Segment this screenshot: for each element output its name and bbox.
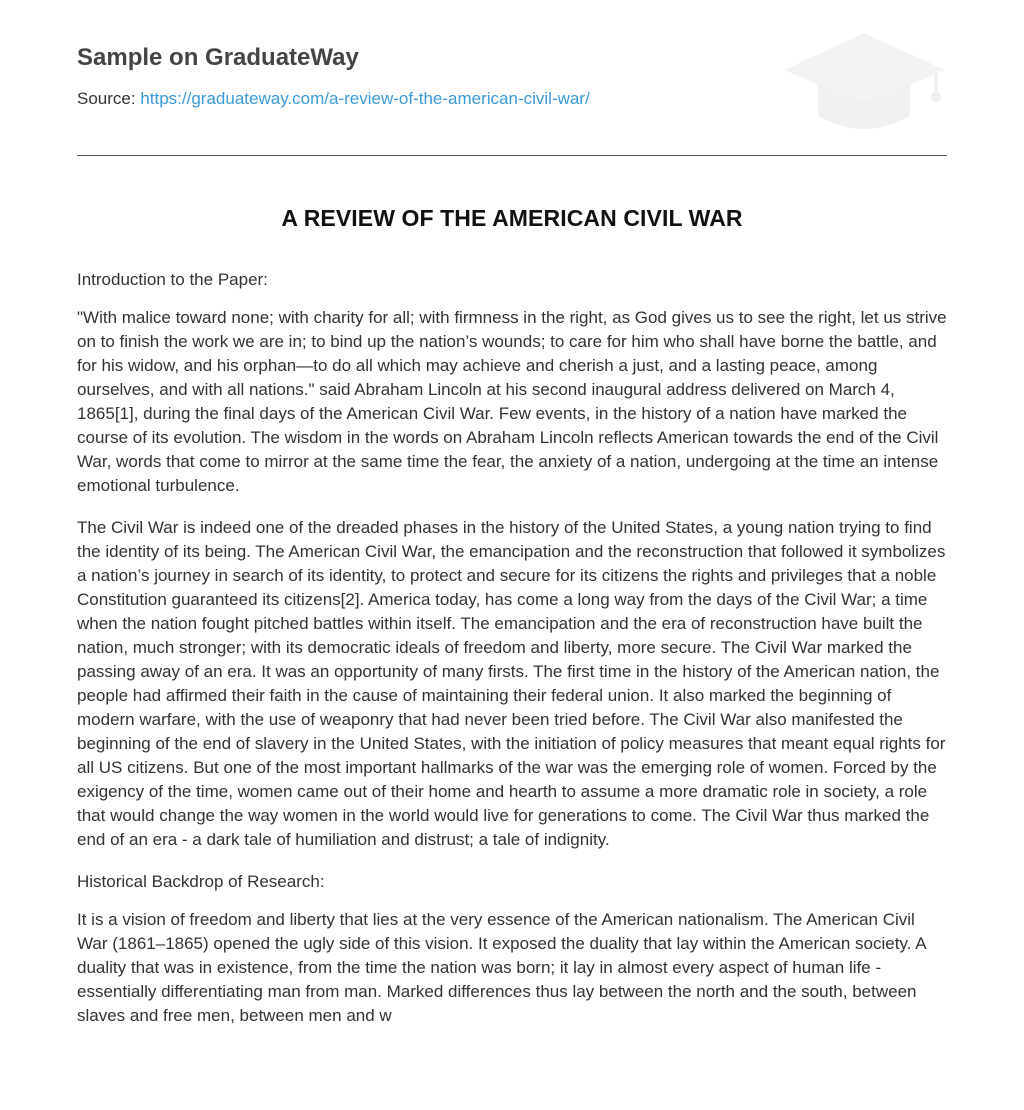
paragraph: "With malice toward none; with charity for all; with firmness in the right, as God gives us to see the right, let us strive on to finish the work we are in; to bind up the nation’s wounds; to care for him who shall have borne the battle, and for his widow, and his orphan—to do all which may achieve and cherish a just, and a lasting peace, among ourselves, and with all nations." said Abraham Lincoln at his second inaugural address delivered on March 4, 1865[1], during the final days of the American Civil War. Few events, in the history of a nation have marked the course of its evolution. The wisdom in the words on Abraham Lincoln reflects American towards the end of the Civil War, words that come to mirror at the same time the fear, the anxiety of a nation, undergoing at the time an intense emotional turbulence.	[77, 308, 947, 495]
source-label: Source:	[77, 89, 136, 108]
paragraph: It is a vision of freedom and liberty that lies at the very essence of the American nationalism. The American Civil War (1861–1865) opened the ugly side of this vision. It exposed the duality that lay within the American society. A duality that was in existence, from the time the nation was born; it lay in almost every aspect of human life - essentially differentiating man from man. Marked differences thus lay between the north and the south, between slaves and free men, between men and w	[77, 910, 926, 1025]
document-body	[77, 268, 947, 1046]
section-heading-introduction: Introduction to the Paper:	[77, 270, 268, 289]
header-divider	[77, 155, 947, 156]
cap-board	[784, 33, 945, 104]
source-link[interactable]: https://graduateway.com/a-review-of-the-american-civil-war/	[140, 89, 590, 108]
graduation-cap-icon	[782, 30, 947, 132]
site-title: Sample on GraduateWay	[77, 44, 359, 71]
section-heading-backdrop: Historical Backdrop of Research:	[77, 872, 325, 891]
document-title: A REVIEW OF THE AMERICAN CIVIL WAR	[281, 205, 743, 231]
source-line	[77, 89, 590, 109]
cap-tassel	[931, 92, 941, 102]
paragraph: The Civil War is indeed one of the dreaded phases in the history of the United States, a young nation trying to find the identity of its being. The American Civil War, the emancipation and the reconstruction that followed it symbolizes a nation’s journey in search of its identity, to protect and secure for its citizens the rights and privileges that a noble Constitution guaranteed its citizens[2]. America today, has come a long way from the days of the Civil War; a time when the nation fought pitched battles within itself. The emancipation and the era of reconstruction have built the nation, much stronger; with its democratic ideals of freedom and liberty, more secure. The Civil War marked the passing away of an era. It was an opportunity of many firsts. The first time in the history of the American nation, the people had affirmed their faith in the cause of maintaining their federal union. It also marked the beginning of modern warfare, with the use of weaponry that had never been tried before. The Civil War also manifested the beginning of the end of slavery in the United States, with the initiation of policy measures that meant equal rights for all US citizens. But one of the most important hallmarks of the war was the emerging role of women. Forced by the exigency of the time, women came out of their home and hearth to assume a more dramatic role in society, a role that would change the way women in the world would live for generations to come. The Civil War thus marked the end of an era - a dark tale of humiliation and distrust; a tale of indignity.	[77, 518, 946, 849]
